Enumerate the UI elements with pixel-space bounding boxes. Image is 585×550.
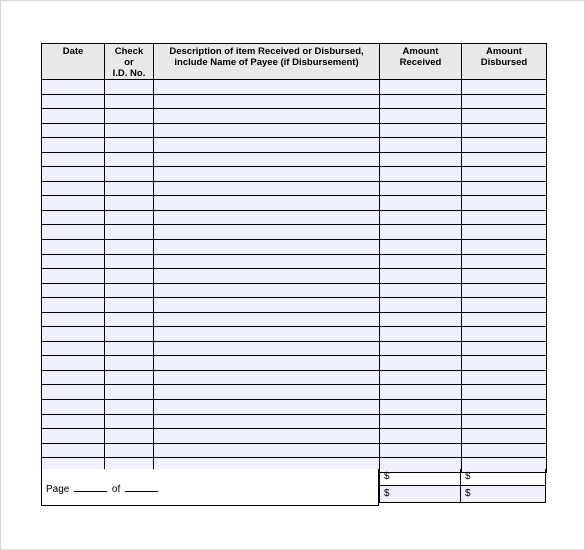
table-row (42, 341, 547, 356)
date-cell[interactable] (42, 254, 105, 269)
received-cell[interactable] (380, 327, 462, 342)
date-cell[interactable] (42, 327, 105, 342)
disbursed-cell[interactable] (462, 109, 547, 124)
description-cell[interactable] (154, 298, 380, 313)
table-row (42, 356, 547, 371)
check-cell[interactable] (105, 443, 154, 458)
disbursed-cell[interactable] (462, 298, 547, 313)
description-cell[interactable] (154, 138, 380, 153)
date-cell[interactable] (42, 400, 105, 415)
table-row (42, 123, 547, 138)
currency-symbol: $ (465, 488, 471, 499)
currency-symbol: $ (465, 471, 471, 482)
page-total-blank[interactable] (125, 482, 158, 492)
disbursed-total-1[interactable] (460, 469, 546, 486)
table-row (42, 414, 547, 429)
received-cell[interactable] (380, 298, 462, 313)
table-row (42, 167, 547, 182)
of-label: of (111, 484, 121, 495)
disbursed-cell[interactable] (462, 356, 547, 371)
date-cell[interactable] (42, 196, 105, 211)
check-cell[interactable] (105, 254, 154, 269)
disbursed-cell[interactable] (462, 327, 547, 342)
table-row (42, 443, 547, 458)
disbursed-cell[interactable] (462, 370, 547, 385)
received-cell[interactable] (380, 429, 462, 444)
disbursed-cell[interactable] (462, 341, 547, 356)
date-cell[interactable] (42, 225, 105, 240)
table-row (42, 196, 547, 211)
description-cell[interactable] (154, 254, 380, 269)
table-row (42, 283, 547, 298)
page-number-blank[interactable] (74, 482, 107, 492)
table-row (42, 429, 547, 444)
date-cell[interactable] (42, 181, 105, 196)
received-cell[interactable] (380, 414, 462, 429)
date-cell[interactable] (42, 429, 105, 444)
check-cell[interactable] (105, 269, 154, 284)
check-cell[interactable] (105, 94, 154, 109)
disbursed-cell[interactable] (462, 167, 547, 182)
description-cell[interactable] (154, 341, 380, 356)
check-cell[interactable] (105, 312, 154, 327)
description-cell[interactable] (154, 356, 380, 371)
currency-symbol: $ (384, 488, 390, 499)
date-cell[interactable] (42, 94, 105, 109)
received-total-1[interactable] (379, 469, 461, 486)
table-row (42, 327, 547, 342)
date-cell[interactable] (42, 240, 105, 255)
page-footer (41, 469, 379, 506)
check-cell[interactable] (105, 240, 154, 255)
disbursed-cell[interactable] (462, 152, 547, 167)
received-cell[interactable] (380, 443, 462, 458)
description-cell[interactable] (154, 94, 380, 109)
disbursed-cell[interactable] (462, 196, 547, 211)
check-cell[interactable] (105, 167, 154, 182)
disbursed-cell[interactable] (462, 240, 547, 255)
received-cell[interactable] (380, 225, 462, 240)
received-cell[interactable] (380, 341, 462, 356)
received-cell[interactable] (380, 80, 462, 95)
check-cell[interactable] (105, 138, 154, 153)
check-cell[interactable] (105, 356, 154, 371)
description-cell[interactable] (154, 370, 380, 385)
received-cell[interactable] (380, 385, 462, 400)
disbursed-cell[interactable] (462, 414, 547, 429)
received-cell[interactable] (380, 240, 462, 255)
received-cell[interactable] (380, 123, 462, 138)
check-cell[interactable] (105, 80, 154, 95)
received-cell[interactable] (380, 152, 462, 167)
check-cell[interactable] (105, 210, 154, 225)
date-cell[interactable] (42, 443, 105, 458)
date-cell[interactable] (42, 269, 105, 284)
date-cell[interactable] (42, 341, 105, 356)
table-row (42, 240, 547, 255)
description-cell[interactable] (154, 443, 380, 458)
description-cell[interactable] (154, 196, 380, 211)
page-label: Page (46, 484, 70, 495)
table-row (42, 370, 547, 385)
date-cell[interactable] (42, 298, 105, 313)
table-row (42, 109, 547, 124)
header-date: Date (42, 44, 105, 80)
disbursed-cell[interactable] (462, 283, 547, 298)
table-row (42, 298, 547, 313)
date-cell[interactable] (42, 80, 105, 95)
header-check-id: Check or I.D. No. (105, 44, 154, 80)
received-cell[interactable] (380, 181, 462, 196)
disbursed-cell[interactable] (462, 181, 547, 196)
description-cell[interactable] (154, 414, 380, 429)
received-cell[interactable] (380, 138, 462, 153)
table-row (42, 385, 547, 400)
table-row (42, 181, 547, 196)
date-cell[interactable] (42, 312, 105, 327)
description-cell[interactable] (154, 225, 380, 240)
currency-symbol: $ (384, 471, 390, 482)
check-cell[interactable] (105, 341, 154, 356)
description-cell[interactable] (154, 210, 380, 225)
check-cell[interactable] (105, 181, 154, 196)
disbursed-cell[interactable] (462, 123, 547, 138)
description-cell[interactable] (154, 429, 380, 444)
header-amount-received: Amount Received (380, 44, 462, 80)
description-cell[interactable] (154, 80, 380, 95)
header-amount-disbursed: Amount Disbursed (462, 44, 547, 80)
description-cell[interactable] (154, 181, 380, 196)
check-cell[interactable] (105, 298, 154, 313)
received-cell[interactable] (380, 109, 462, 124)
disbursed-total-2[interactable] (460, 486, 546, 503)
disbursed-cell[interactable] (462, 94, 547, 109)
date-cell[interactable] (42, 138, 105, 153)
description-cell[interactable] (154, 385, 380, 400)
table-row (42, 225, 547, 240)
date-cell[interactable] (42, 123, 105, 138)
check-cell[interactable] (105, 109, 154, 124)
date-cell[interactable] (42, 385, 105, 400)
table-row (42, 269, 547, 284)
description-cell[interactable] (154, 312, 380, 327)
check-cell[interactable] (105, 429, 154, 444)
received-cell[interactable] (380, 356, 462, 371)
disbursed-cell[interactable] (462, 210, 547, 225)
date-cell[interactable] (42, 356, 105, 371)
check-cell[interactable] (105, 327, 154, 342)
check-cell[interactable] (105, 283, 154, 298)
header-row (42, 44, 547, 80)
disbursed-cell[interactable] (462, 138, 547, 153)
disbursed-cell[interactable] (462, 225, 547, 240)
received-cell[interactable] (380, 312, 462, 327)
check-cell[interactable] (105, 225, 154, 240)
check-cell[interactable] (105, 370, 154, 385)
header-description: Description of item Received or Disbursed, include Name of Payee (if Disbursement) (154, 44, 380, 80)
description-cell[interactable] (154, 109, 380, 124)
received-total-2[interactable] (379, 486, 461, 503)
disbursed-cell[interactable] (462, 269, 547, 284)
received-cell[interactable] (380, 269, 462, 284)
received-cell[interactable] (380, 400, 462, 415)
description-cell[interactable] (154, 167, 380, 182)
received-cell[interactable] (380, 196, 462, 211)
description-cell[interactable] (154, 327, 380, 342)
description-cell[interactable] (154, 400, 380, 415)
table-row (42, 400, 547, 415)
received-cell[interactable] (380, 370, 462, 385)
table-row (42, 138, 547, 153)
description-cell[interactable] (154, 240, 380, 255)
disbursed-cell[interactable] (462, 80, 547, 95)
date-cell[interactable] (42, 370, 105, 385)
date-cell[interactable] (42, 167, 105, 182)
ledger-body (42, 80, 547, 473)
received-cell[interactable] (380, 254, 462, 269)
check-cell[interactable] (105, 385, 154, 400)
date-cell[interactable] (42, 414, 105, 429)
table-row (42, 254, 547, 269)
table-row (42, 94, 547, 109)
received-cell[interactable] (380, 283, 462, 298)
description-cell[interactable] (154, 152, 380, 167)
table-row (42, 210, 547, 225)
disbursed-cell[interactable] (462, 429, 547, 444)
date-cell[interactable] (42, 152, 105, 167)
disbursed-cell[interactable] (462, 312, 547, 327)
description-cell[interactable] (154, 123, 380, 138)
disbursed-cell[interactable] (462, 443, 547, 458)
page-number-field (46, 482, 160, 495)
check-cell[interactable] (105, 400, 154, 415)
disbursed-cell[interactable] (462, 400, 547, 415)
ledger-table (41, 43, 547, 473)
date-cell[interactable] (42, 283, 105, 298)
received-cell[interactable] (380, 210, 462, 225)
check-cell[interactable] (105, 196, 154, 211)
table-row (42, 152, 547, 167)
check-cell[interactable] (105, 123, 154, 138)
received-cell[interactable] (380, 94, 462, 109)
table-row (42, 80, 547, 95)
check-cell[interactable] (105, 414, 154, 429)
date-cell[interactable] (42, 109, 105, 124)
table-row (42, 312, 547, 327)
description-cell[interactable] (154, 269, 380, 284)
received-cell[interactable] (380, 167, 462, 182)
date-cell[interactable] (42, 210, 105, 225)
check-cell[interactable] (105, 152, 154, 167)
disbursed-cell[interactable] (462, 254, 547, 269)
disbursed-cell[interactable] (462, 385, 547, 400)
description-cell[interactable] (154, 283, 380, 298)
